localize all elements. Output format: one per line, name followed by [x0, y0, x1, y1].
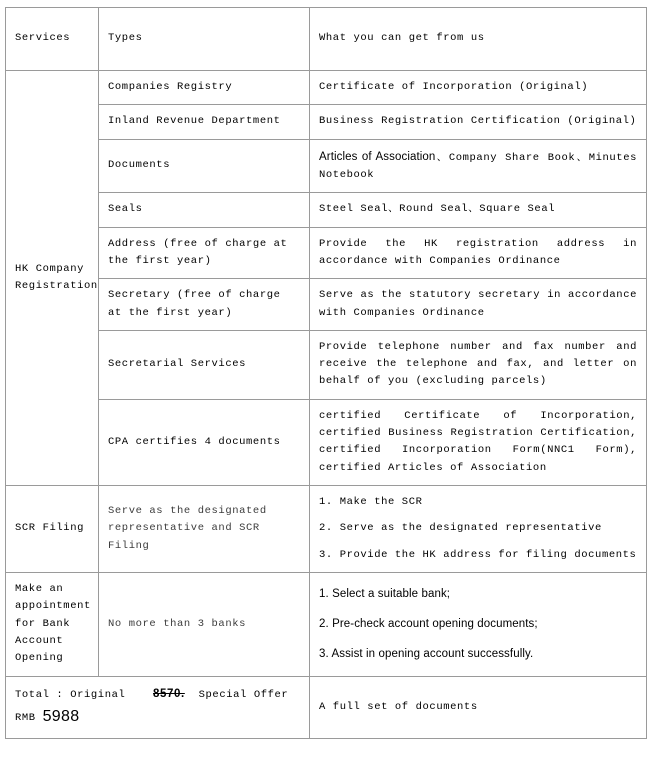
service-scr-filing: SCR Filing	[6, 486, 99, 573]
table-header-row	[6, 8, 647, 71]
type-secretarial-services: Secretarial Services	[99, 330, 310, 399]
column-header-what: What you can get from us	[310, 8, 647, 71]
what-documents-share-book: Company Share Book	[448, 151, 576, 164]
sep-1: 、	[435, 151, 449, 164]
table-row	[6, 227, 647, 279]
type-documents: Documents	[99, 139, 310, 193]
table-row	[6, 399, 647, 485]
table-row	[6, 193, 647, 227]
table-row	[6, 330, 647, 399]
table-row	[6, 572, 647, 676]
type-address: Address (free of charge at the first year)	[99, 227, 310, 279]
table-row	[6, 279, 647, 331]
type-bank-account-opening: No more than 3 banks	[99, 572, 310, 676]
original-price: 8570.	[153, 687, 185, 700]
table-row	[6, 71, 647, 105]
scr-item-2: 2. Serve as the designated representative	[319, 522, 602, 535]
bank-item-3: 3. Assist in opening account successfully.	[319, 647, 534, 660]
what-documents-minutes-notebook: Minutes Notebook	[319, 151, 637, 181]
type-secretary: Secretary (free of charge at the first year)	[99, 279, 310, 331]
what-cpa-certifies: certified Certificate of Incorporation, certified Business Registration Certification, certified Incorporation Form(NNC1 Form), certified Articles of Association	[310, 399, 647, 485]
type-companies-registry: Companies Registry	[99, 71, 310, 105]
what-secretary: Serve as the statutory secretary in accordance with Companies Ordinance	[310, 279, 647, 331]
service-bank-account-opening: Make an appointment for Bank Account Opening	[6, 572, 99, 676]
bank-item-2: 2. Pre-check account opening documents;	[319, 617, 538, 630]
what-scr-filing	[310, 486, 647, 573]
total-row	[6, 676, 647, 739]
currency-label: RMB	[15, 711, 36, 724]
total-label: Total : Original	[15, 688, 126, 701]
what-inland-revenue-department: Business Registration Certification (Original)	[310, 105, 647, 139]
table-row	[6, 139, 647, 193]
what-companies-registry: Certificate of Incorporation (Original)	[310, 71, 647, 105]
type-seals: Seals	[99, 193, 310, 227]
what-secretarial-services: Provide telephone number and fax number and receive the telephone and fax, and letter on behalf of you (excluding parcels)	[310, 330, 647, 399]
pricing-table	[5, 7, 647, 739]
bank-item-1: 1. Select a suitable bank;	[319, 587, 451, 600]
special-offer-label: Special Offer	[198, 688, 289, 701]
pricing-table-page	[0, 7, 650, 759]
service-hk-company-registration: HK Company Registration	[6, 71, 99, 486]
what-seals: Steel Seal、Round Seal、Square Seal	[310, 193, 647, 227]
type-inland-revenue-department: Inland Revenue Department	[99, 105, 310, 139]
table-row	[6, 486, 647, 573]
what-address: Provide the HK registration address in accordance with Companies Ordinance	[310, 227, 647, 279]
column-header-services: Services	[6, 8, 99, 71]
what-documents	[310, 139, 647, 193]
scr-item-1: 1. Make the SCR	[319, 496, 423, 508]
column-header-types: Types	[99, 8, 310, 71]
total-price-cell	[6, 676, 310, 739]
what-total: A full set of documents	[310, 676, 647, 739]
sep-2: 、	[575, 151, 589, 164]
what-bank-account-opening	[310, 572, 647, 676]
offer-price: 5988	[42, 707, 80, 725]
scr-item-3: 3. Provide the HK address for filing documents	[319, 548, 637, 561]
type-cpa-certifies: CPA certifies 4 documents	[99, 399, 310, 485]
table-row	[6, 105, 647, 139]
type-scr-filing: Serve as the designated representative and SCR Filing	[99, 486, 310, 573]
what-documents-articles: Articles of Association	[319, 150, 436, 163]
